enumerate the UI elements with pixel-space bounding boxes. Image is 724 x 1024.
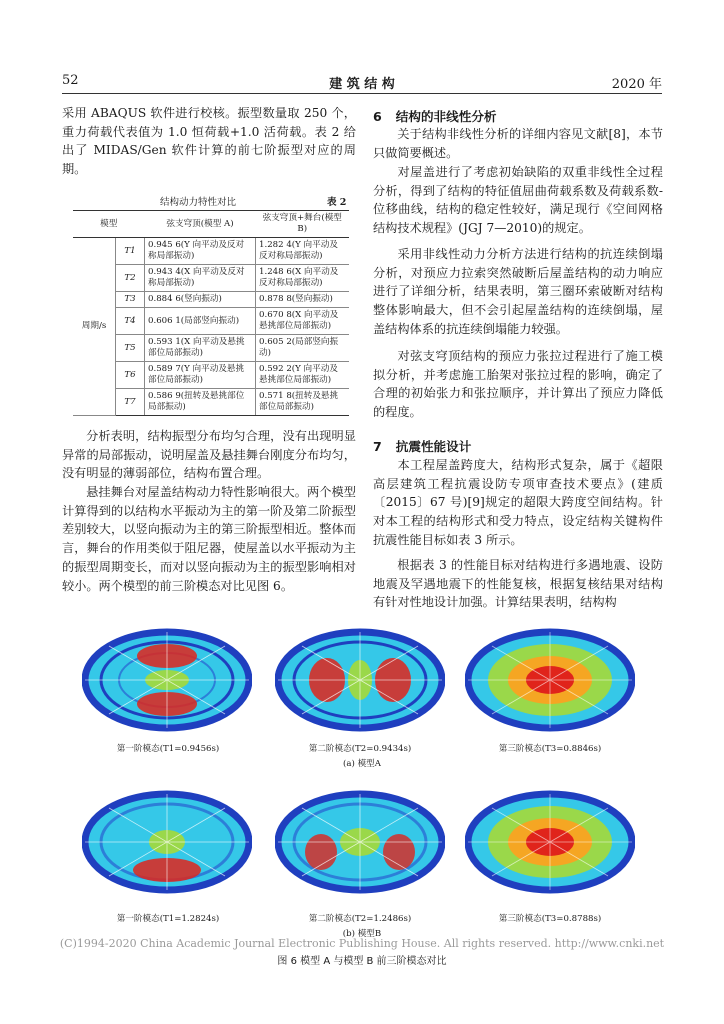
section-6-heading: 6 结构的非线性分析 [373, 109, 497, 124]
publication-year: 2020 年 [611, 77, 662, 92]
mode-label: T4 [116, 308, 145, 335]
mode-shape-b1-image [82, 790, 252, 894]
s6-paragraph-3: 采用非线性动力分析方法进行结构的抗连续倒塌分析，对预应力拉索突然破断后屋盖结构的动力响应进行了详细分析，结果表明，第三圈环索破断对结构整体影响最大，但不会引起屋盖结构的连续倒塌，屋盖结构体系的抗连续倒塌能力较强。 [373, 247, 663, 336]
model-b-cell: 0.670 8(X 向平动及悬挑部位局部振动) [256, 308, 350, 335]
caption-a3: 第三阶模态(T3=0.8846s) [498, 744, 602, 754]
mode-label: T6 [116, 362, 145, 389]
table-title: 结构动力特性对比 [160, 197, 237, 208]
model-a-cell: 0.943 4(X 向平动及反对称局部振动) [145, 265, 256, 292]
s6-paragraph-2: 对屋盖进行了考虑初始缺陷的双重非线性全过程分析，得到了结构的特征值屈曲荷载系数及荷载系数-位移曲线，结构的稳定性较好，满足现行《空间网格结构技术规程》(JGJ 7—2010)的规定。 [373, 165, 663, 236]
caption-a2: 第二阶模态(T2=0.9434s) [308, 744, 412, 754]
subfigure-label-a: (a) 模型A [343, 759, 381, 769]
model-b-cell: 0.605 2(局部竖向振动) [256, 335, 350, 362]
model-a-cell: 0.606 1(局部竖向振动) [145, 308, 256, 335]
mode-label: T3 [116, 292, 145, 308]
period-label: 周期/s [73, 238, 116, 416]
stage-effect-paragraph: 悬挂舞台对屋盖结构动力特性影响很大。两个模型计算得到的以结构水平振动为主的第一阶及第二阶振型差别较大，以竖向振动为主的第三阶振型相近。整体而言，舞台的作用类似于阻尼器，使屋盖以水平振动为主的振型周期变长，而对以竖向振动为主的振型影响相对较小。两个模型的前三阶模态对比见图 6。 [62, 485, 356, 593]
caption-b2: 第二阶模态(T2=1.2486s) [308, 914, 412, 924]
model-b-cell: 0.878 8(竖向振动) [256, 292, 350, 308]
caption-b1: 第一阶模态(T1=1.2824s) [116, 914, 220, 924]
mode-label: T5 [116, 335, 145, 362]
model-a-cell: 0.586 9(扭转及悬挑部位局部振动) [145, 389, 256, 416]
model-a-cell: 0.945 6(Y 向平动及反对称局部振动) [145, 238, 256, 265]
table-header-model: 模型 [73, 211, 145, 238]
model-b-cell: 0.571 8(扭转及悬挑部位局部振动) [256, 389, 350, 416]
model-b-cell: 0.592 2(Y 向平动及悬挑部位局部振动) [256, 362, 350, 389]
model-a-cell: 0.589 7(Y 向平动及悬挑部位局部振动) [145, 362, 256, 389]
page-number: 52 [62, 73, 79, 88]
analysis-paragraph: 分析表明，结构振型分布均匀合理，没有出现明显异常的局部振动，说明屋盖及悬挂舞台刚度分布均匀，没有明显的薄弱部位，结构布置合理。 [62, 429, 356, 481]
figure-caption: 图 6 模型 A 与模型 B 前三阶模态对比 [277, 956, 447, 967]
table-header-model-a: 弦支穹顶(模型 A) [145, 211, 256, 238]
caption-b3: 第三阶模态(T3=0.8788s) [498, 914, 602, 924]
table-label: 表 2 [327, 197, 347, 208]
mode-shape-a3-image [465, 628, 635, 732]
dynamic-characteristics-table [73, 210, 349, 416]
model-a-cell: 0.593 1(X 向平动及悬挑部位局部振动) [145, 335, 256, 362]
mode-shape-b3-image [465, 790, 635, 894]
intro-paragraph: 采用 ABAQUS 软件进行校核。振型数量取 250 个，重力荷载代表值为 1.0 恒荷载+1.0 活荷载。表 2 给出了 MIDAS/Gen 软件计算的前七阶振型对应的周期。 [62, 106, 356, 177]
header-rule [62, 93, 662, 94]
model-b-cell: 1.248 6(X 向平动及反对称局部振动) [256, 265, 350, 292]
section-7-heading: 7 抗震性能设计 [373, 439, 472, 454]
s6-paragraph-1: 关于结构非线性分析的详细内容见文献[8]，本节只做简要概述。 [373, 127, 663, 160]
journal-name: 建 筑 结 构 [329, 77, 395, 92]
model-a-cell: 0.884 6(竖向振动) [145, 292, 256, 308]
mode-label: T1 [116, 238, 145, 265]
copyright-watermark: (C)1994-2020 China Academic Journal Electronic Publishing House. All rights reserved. http://www.cnki.net [59, 937, 665, 950]
mode-shape-a2-image [275, 628, 445, 732]
s7-paragraph-2: 根据表 3 的性能目标对结构进行多遇地震、设防地震及罕遇地震下的性能复核，根据复核结果对结构有针对性地设计加强。计算结果表明，结构构 [373, 558, 663, 610]
mode-shape-a1-image [82, 628, 252, 732]
table-header-model-b: 弦支穹顶+舞台(模型 B) [256, 211, 350, 238]
subfigure-label-b: (b) 模型B [342, 929, 382, 939]
caption-a1: 第一阶模态(T1=0.9456s) [116, 744, 220, 754]
s6-paragraph-4: 对弦支穹顶结构的预应力张拉过程进行了施工模拟分析，并考虑施工胎架对张拉过程的影响，确定了合理的初始张力和张拉顺序，并计算出了预应力降低的程度。 [373, 349, 663, 420]
model-b-cell: 1.282 4(Y 向平动及反对称局部振动) [256, 238, 350, 265]
mode-label: T2 [116, 265, 145, 292]
mode-label: T7 [116, 389, 145, 416]
s7-paragraph-1: 本工程屋盖跨度大，结构形式复杂，属于《超限高层建筑工程抗震设防专项审查技术要点》(建质〔2015〕67 号)[9]规定的超限大跨度空间结构。针对本工程的结构形式和受力特点，设定结构关键构件抗震性能目标如表 3 所示。 [373, 458, 663, 547]
mode-shape-b2-image [275, 790, 445, 894]
table-row [73, 238, 349, 265]
